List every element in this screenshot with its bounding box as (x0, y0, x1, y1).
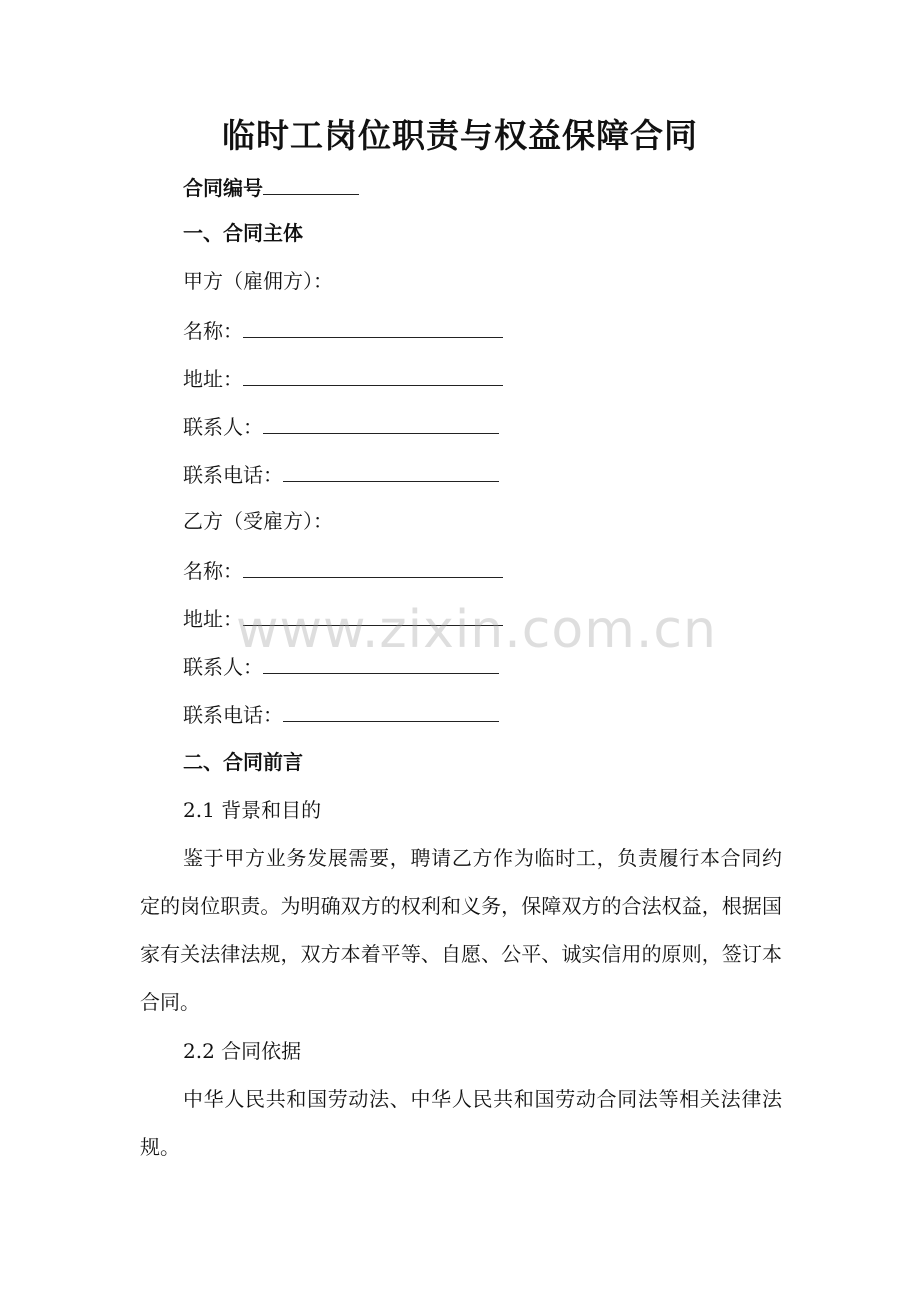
party-a-address-line (183, 363, 503, 393)
party-b-contact-label: 联系人： (183, 655, 263, 679)
party-b-heading: 乙方（受雇方）： (183, 509, 333, 533)
document-title: 临时工岗位职责与权益保障合同 (222, 116, 698, 155)
party-a-name-blank[interactable] (243, 315, 503, 338)
party-b-name-line (183, 555, 503, 585)
party-a-phone-blank[interactable] (283, 459, 499, 482)
party-a-address-blank[interactable] (243, 363, 503, 386)
contract-number-blank[interactable] (263, 172, 359, 195)
watermark-text: www.zixin.com.cn (236, 600, 717, 660)
party-a-name-label: 名称： (183, 319, 243, 343)
party-a-heading: 甲方（雇佣方）： (183, 269, 333, 293)
party-b-phone-line (183, 699, 499, 729)
section2-heading: 二、合同前言 (183, 750, 303, 774)
party-b-name-blank[interactable] (243, 555, 503, 578)
party-b-name-label: 名称： (183, 559, 243, 583)
party-b-address-label: 地址： (183, 607, 243, 631)
section2-2-paragraph: 中华人民共和国劳动法、中华人民共和国劳动合同法等相关法律法规。 (140, 1087, 782, 1159)
contract-number-label: 合同编号 (183, 176, 263, 200)
section1-heading: 一、合同主体 (183, 221, 303, 245)
party-a-contact-label: 联系人： (183, 415, 263, 439)
party-a-phone-line (183, 459, 499, 489)
section2-1-heading: 2.1 背景和目的 (183, 798, 322, 822)
party-a-name-line (183, 315, 503, 345)
party-a-address-label: 地址： (183, 367, 243, 391)
party-a-contact-line (183, 411, 499, 441)
party-a-phone-label: 联系电话： (183, 463, 283, 487)
party-b-phone-label: 联系电话： (183, 703, 283, 727)
section2-2-heading: 2.2 合同依据 (183, 1039, 302, 1063)
party-a-contact-blank[interactable] (263, 411, 499, 434)
contract-number-line (183, 172, 359, 202)
party-b-phone-blank[interactable] (283, 699, 499, 722)
section2-1-paragraph: 鉴于甲方业务发展需要，聘请乙方作为临时工，负责履行本合同约定的岗位职责。为明确双方的权利和义务，保障双方的合法权益，根据国家有关法律法规，双方本着平等、自愿、公平、诚实信用的原则，签订本合同。 (140, 846, 782, 1014)
